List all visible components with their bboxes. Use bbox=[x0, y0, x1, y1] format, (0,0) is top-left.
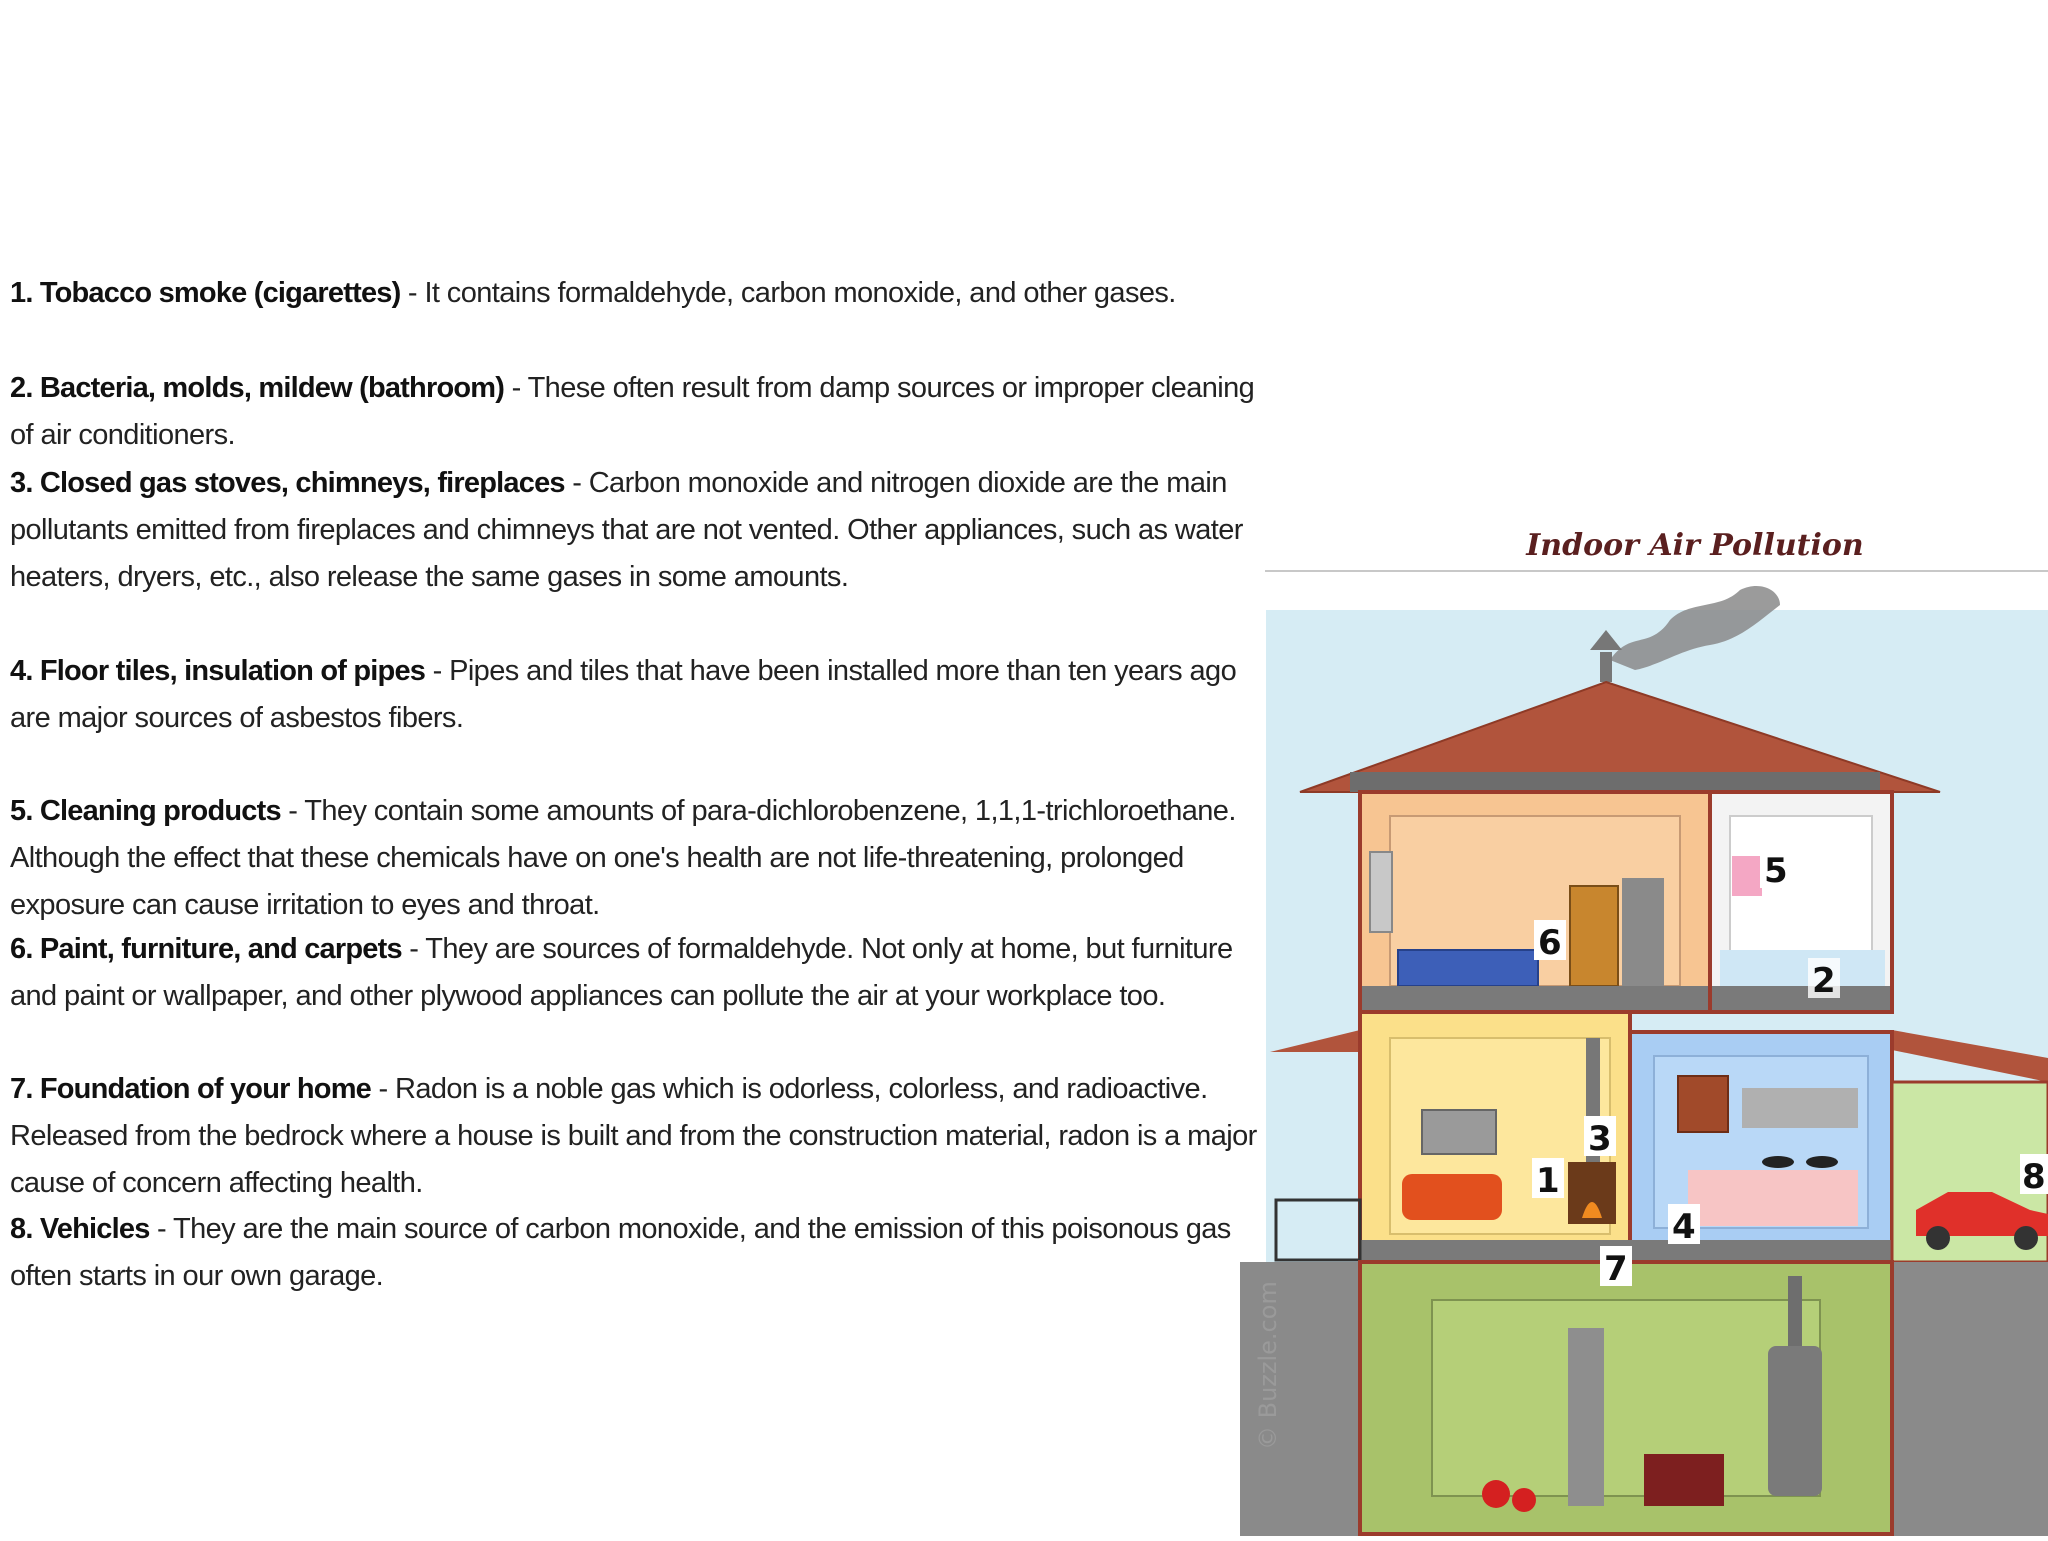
list-item: 6. Paint, furniture, and carpets - They are sources of formaldehyde. Not only at home, but furniture and paint or wallpaper, and other plywood appliances can pollute the air at your workplace too. bbox=[10, 933, 1233, 1012]
stove-burner bbox=[1762, 1156, 1794, 1168]
bedroom-wardrobe bbox=[1622, 878, 1664, 986]
figure-title: Indoor Air Pollution bbox=[1526, 528, 1864, 563]
car-wheel bbox=[1926, 1226, 1950, 1250]
watermark: © Buzzle.com bbox=[1254, 1281, 1282, 1450]
list-item: 1. Tobacco smoke (cigarettes) - It contains formaldehyde, carbon monoxide, and other gases. bbox=[10, 277, 1176, 309]
kitchen-cabinet bbox=[1678, 1076, 1728, 1132]
paint-can-icon bbox=[1482, 1480, 1510, 1508]
house-illustration bbox=[1240, 510, 2048, 1536]
bedroom-bed bbox=[1398, 950, 1538, 986]
label-7: 7 bbox=[1604, 1249, 1628, 1289]
bathroom-tub bbox=[1720, 950, 1885, 986]
chimney-pipe bbox=[1600, 652, 1612, 682]
list-item: 8. Vehicles - They are the main source of carbon monoxide, and the emission of this poisonous gas often starts in our own garage. bbox=[10, 1213, 1231, 1292]
list-item: 5. Cleaning products - They contain some amounts of para-dichlorobenzene, 1,1,1-trichloroethane. Although the effect that these chemicals have on one's health are not life-threatening, prolonged exposure can cause irritation to eyes and throat. bbox=[10, 795, 1236, 921]
label-2: 2 bbox=[1812, 961, 1836, 1001]
paint-can-icon bbox=[1512, 1488, 1536, 1512]
list-item: 3. Closed gas stoves, chimneys, fireplaces - Carbon monoxide and nitrogen dioxide are the main pollutants emitted from fireplaces and chimneys that are not vented. Other appliances, such as water heaters, dryers, etc., also release the same gases in some amounts. bbox=[10, 467, 1243, 593]
label-4: 4 bbox=[1672, 1207, 1696, 1247]
label-6: 6 bbox=[1538, 923, 1562, 963]
list-item: 2. Bacteria, molds, mildew (bathroom) - These often result from damp sources or improper cleaning of air conditioners. bbox=[10, 372, 1255, 451]
cleaning-shelf bbox=[1732, 856, 1762, 896]
water-heater-flue bbox=[1788, 1276, 1802, 1346]
basement-back-wall bbox=[1432, 1300, 1820, 1496]
kitchen-counter bbox=[1688, 1170, 1858, 1226]
bedroom-door bbox=[1570, 886, 1618, 986]
stove-burner bbox=[1806, 1156, 1838, 1168]
basement-pillar bbox=[1568, 1328, 1604, 1506]
basement-furnace bbox=[1644, 1454, 1724, 1506]
roof-eave bbox=[1350, 772, 1880, 792]
list-item: 4. Floor tiles, insulation of pipes - Pipes and tiles that have been installed more than ten years ago are major sources of asbestos fibers. bbox=[10, 655, 1237, 734]
car-wheel bbox=[2014, 1226, 2038, 1250]
water-heater bbox=[1768, 1346, 1822, 1496]
kitchen-hood bbox=[1742, 1088, 1858, 1128]
label-1: 1 bbox=[1536, 1161, 1560, 1201]
label-5: 5 bbox=[1764, 851, 1788, 891]
bedroom-floor bbox=[1362, 986, 1708, 1010]
label-3: 3 bbox=[1588, 1119, 1612, 1159]
label-8: 8 bbox=[2022, 1157, 2046, 1197]
living-sofa bbox=[1402, 1174, 1502, 1220]
living-window bbox=[1422, 1110, 1496, 1154]
bedroom-window bbox=[1370, 852, 1392, 932]
list-item: 7. Foundation of your home - Radon is a noble gas which is odorless, colorless, and radioactive. Released from the bedrock where a house is built and from the construction material, radon is a major cause of concern affecting health. bbox=[10, 1073, 1257, 1199]
house-svg bbox=[1240, 510, 2048, 1536]
bathroom-floor bbox=[1712, 986, 1890, 1010]
